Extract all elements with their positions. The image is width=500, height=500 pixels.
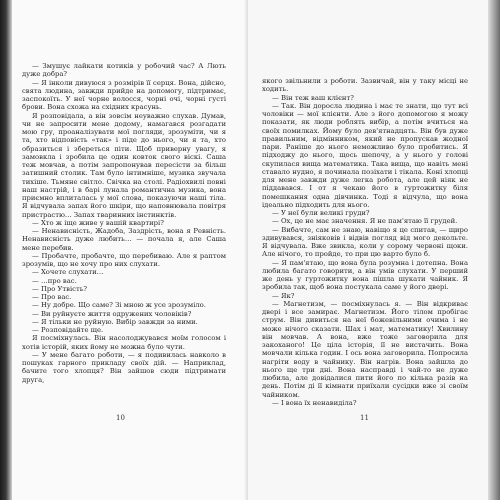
paragraph: — …про вас. (32, 276, 77, 285)
paragraph: — Хто ж іще живе у вашій квартирі? (32, 218, 164, 227)
left-page (12, 0, 248, 500)
paragraph: — Ох, це не має значення. Я не пам'ятаю її грудей. (272, 217, 458, 226)
paragraph: — Я пам'ятаю, що вона була розумна і дотепна. Вона любила багато говорити, а він умів слухати. У перший же день у гуртожитку вона пішла шукати чайник. Я зробила так, щоб вона постукала саме у його двері. (262, 258, 468, 292)
paragraph: — Як? (272, 291, 295, 300)
paragraph: — Магнетизм, — посміхнулась я. — Він відкриває двері і все замирає. Магнетизм. Його тілом пробігає струм. Він дивиться на неї божевільними очима і не може нічого сказати. Шах і мат, математику! Хвилину він мовчав. А вона, вже тоже заговорила для закоханого! Це ціла історія, її не вистачить. Вона мовчали кілька годин. І ось вона заговорила. Попросила нагріти воду в чайнику. Він нагрів. Вона зайшла до нього ще три дні. Вона насправді і чай-то не дуже любила, але довідалися пити його по кілька разів на день. Потім ді її кімнати приїхали сусідки вже зі своїм чайником. (262, 299, 468, 399)
page-number: 11 (360, 414, 369, 422)
paragraph: якого звільнили з роботи. Зазвичай, він у таку місці не ходить. (262, 77, 468, 94)
paragraph: — Я інколи дивуюся з розмірів її серця. Вона, дійсно, свята людина, завжди прийде на допомогу, підтримає, заспокоїть. У неї чорне волосся, чорні очі, чорні густі брови. Вона схожа на східних красунь. (22, 78, 226, 112)
paragraph: — І вона їх ненавиділа? (272, 398, 357, 407)
right-page (248, 0, 488, 500)
paragraph: — Ви руйнуєте життя одружених чоловіків? (32, 309, 192, 318)
paragraph: — У неї були великі груди? (272, 209, 370, 217)
page-number: 10 (116, 414, 125, 422)
paragraph: — Змушує лайкати котиків у робочий час? А Лють дуже добра? (22, 62, 226, 79)
paragraph: Я посміхнулась. Він насолоджувався моїм голосом і хотів історій, яких йому не можна було чути. (22, 334, 226, 351)
paragraph: — Хочете слухати… (32, 268, 104, 277)
paragraph: — Пробачте, пробачте, що перебиваю. Але я раптом зрозумів, що не хочу про них слухати. (22, 251, 226, 268)
paragraph: — Про Утвість? (32, 284, 88, 293)
left-page-edge (0, 0, 12, 500)
paragraph: — Так. Він доросла людина і має те знати, що тут всі чоловіки — мої клієнти. Але з його допомогою я можу показати, як люди роблять вибір, а потім вчиться на своїх помилках. Йому було дев'ятнадцять. Він був дуже правильним, відмінником, який не пропускав жодної пари. Раніше до нього неможливо було пробитись. Я підходжу до нього, щось шепочу, а у нього у голові скупилася вища математика. Така вища, що навіть мені ставало нудно, я починала позіхати і тікала. Коні хлопці для мене завжди дуже легка робота, але цей ніяк не піддавався. І от я чекаю його в гуртожитку біля помешкання одна дівчинка. Тоді я відчула, що вона ідеально підходить для нього. (262, 101, 468, 209)
right-page-edge (488, 0, 500, 500)
left-page-text (22, 62, 226, 384)
right-page-text (262, 77, 468, 407)
paragraph: — Ну добре. Що саме? Зі мною ж усе зрозуміло. (32, 301, 206, 310)
paragraph: Я розповідала, а він зовсім неуважно слухав. Думав, чи не запросити мене додому, намагався розгадати мою гру, проаналізувати мої погляди, зрозуміти, чи я та, хто відповість «так» і піде до нього, чи я та, хто образиться і збереться піти. Щоб приверну увагу, я замовкла і зробила це один ковток свого віскі. Саша теж мовчав, а потім запропонував пересісти за більш затишний столик. Там було інтимніше, музика звучала тихіше. Тьмяне світло. Свічка на столі. Радіохвилі повні наш настрій, і в барі лунала романтична музика, вона приємно вплиталась у мої слова, показуючи наші тіла. Я відчувала запах його шкіри, що наповнювала повітря пристрастю… Запах тваринних інстинктів. (22, 111, 226, 219)
paragraph: — Вибачте, сам не знаю, навіщо я це спитав, — щиро здивувався, зніяковів і відвів погляд від мого декольте. Я відчувала. Вже звикла, коли у сорому червоні щоки. Але нічого, то пройде, то при цю варто було б. (262, 225, 468, 259)
paragraph: — Він теж ваш клієнт? (272, 93, 354, 102)
paragraph: — Ненависність, Жадоба, Заздрість, вона я Ревність. Ненависність дуже любить… — почала я, але Саша мене перебив. (22, 227, 226, 252)
paragraph: — Я тільки не руйную. Вибір завжди за ними. (32, 317, 198, 326)
paragraph: — Про вас. (32, 293, 72, 301)
paragraph: — Розповідайте ще. (32, 326, 104, 334)
paragraph: — У мене багато роботи, — я подивилась навколо в пошуках гарного прикладу своїх дій. — Наприклад, бачите того хлопця? Він зайшов сюди підтримати друга, (22, 350, 226, 384)
